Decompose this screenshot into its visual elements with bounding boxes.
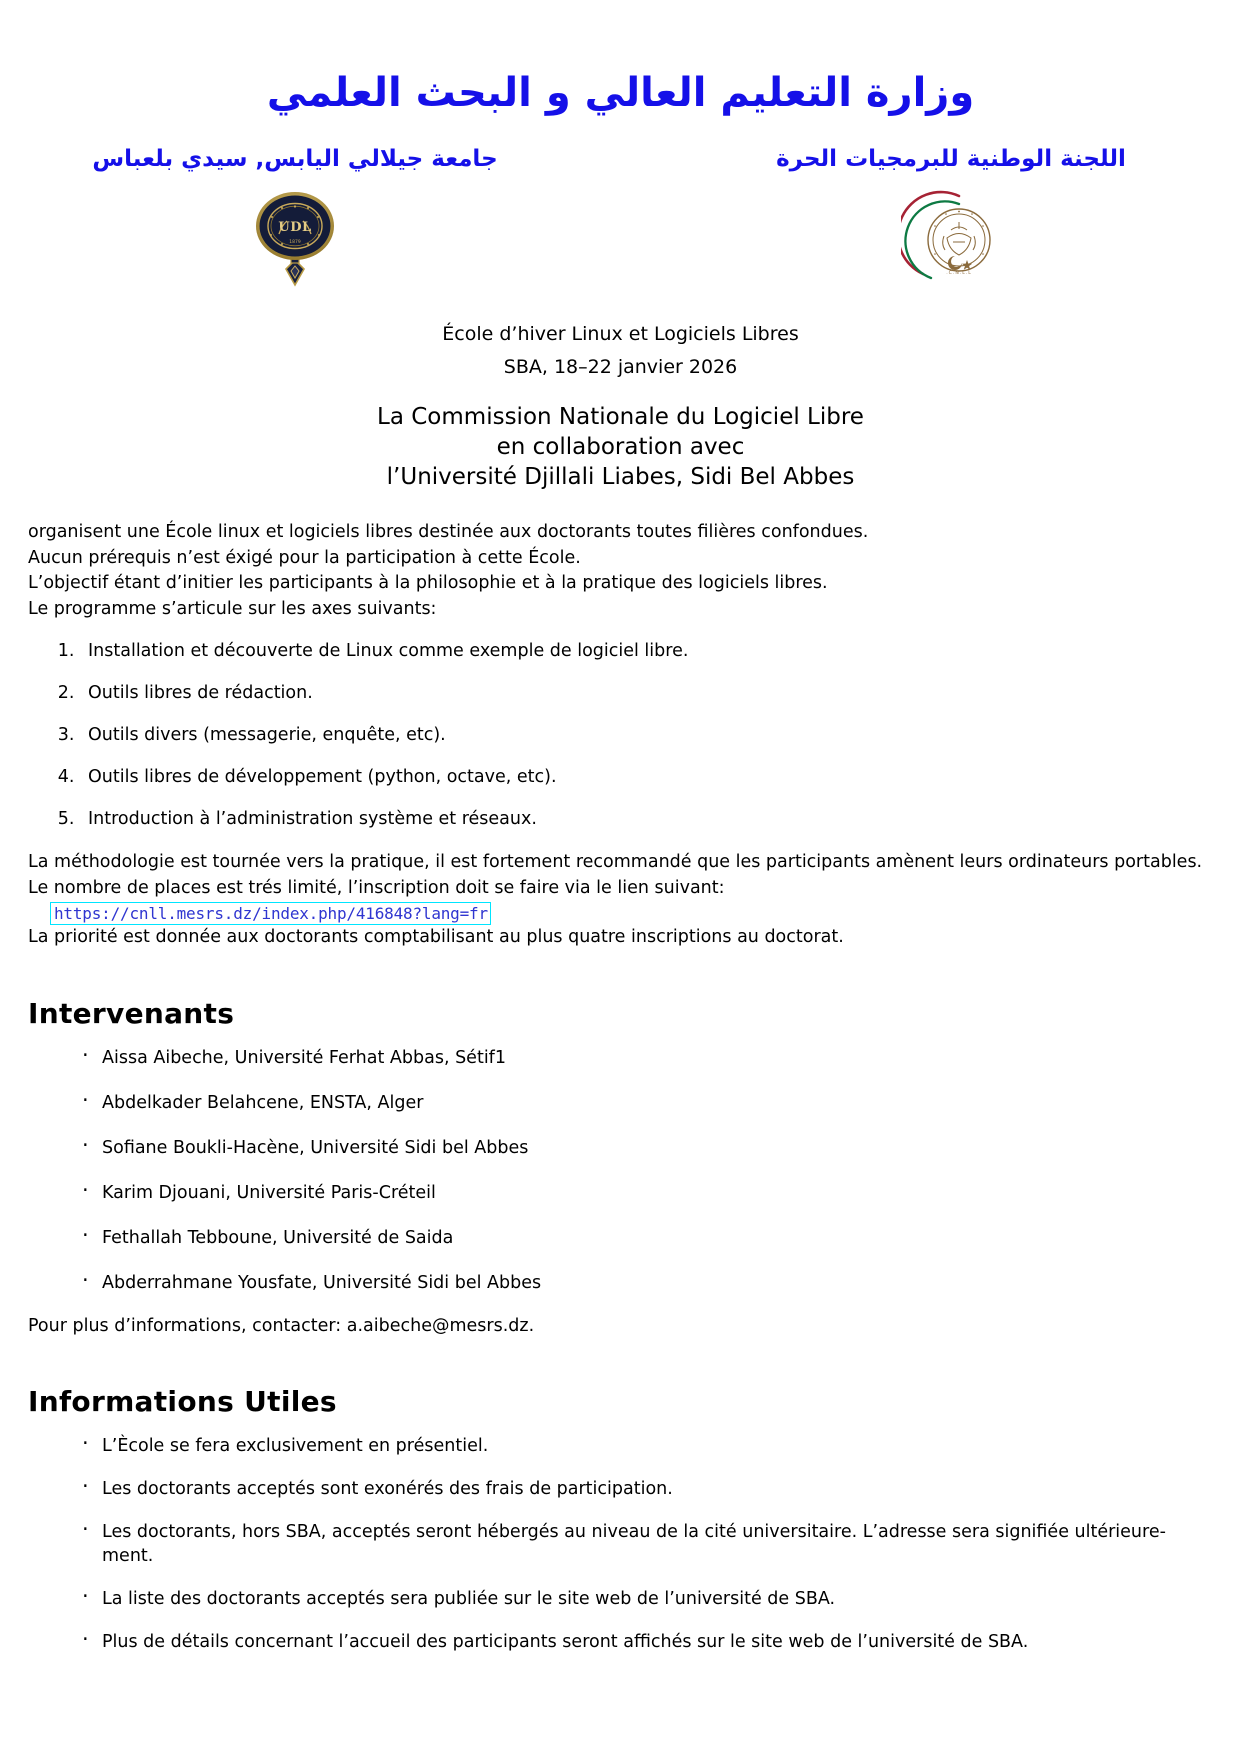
speakers-heading: Intervenants (28, 996, 235, 1030)
university-name-ar: جامعة جيلالي اليابس, سيدي بلعباس (92, 146, 498, 172)
title-block (0, 318, 1241, 492)
useful-info-list (28, 1434, 1216, 1654)
organiser-line-2: en collaboration avec (496, 434, 745, 460)
registration-link-row (28, 902, 1216, 925)
cnll-national-seal-icon (901, 186, 1001, 290)
list-item: · Karim Djouani, Université Paris-Créteil (80, 1181, 1216, 1205)
useful-info-heading: Informations Utiles (28, 1384, 337, 1418)
organiser-line-3: l’Université Djillali Liabes, Sidi Bel Abbes (386, 464, 855, 490)
list-item: 1. Installation et découverte de Linux comme exemple de logiciel libre. (80, 640, 1216, 663)
list-item: · Aissa Aibeche, Université Ferhat Abbas, Sétif1 (80, 1046, 1216, 1070)
list-item: · Abdelkader Belahcene, ENSTA, Alger (80, 1091, 1216, 1115)
udl-university-seal-icon (249, 186, 341, 298)
event-title: École d’hiver Linux et Logiciels Libres (442, 323, 799, 345)
methodology-paragraph: La méthodologie est tournée vers la pratique, il est fortement recommandé que les participants amènent leurs ordinateurs portables. (28, 852, 1203, 872)
commission-column (736, 146, 1166, 296)
list-item: 3. Outils divers (messagerie, enquête, etc). (80, 724, 1216, 747)
list-item: 5. Introduction à l’administration système et réseaux. (80, 808, 1216, 831)
list-item: 4. Outils libres de développement (python, octave, etc). (80, 766, 1216, 789)
intro-line-3: L’objectif étant d’initier les participants à la philosophie et à la pratique des logiciels libres. (28, 573, 828, 593)
registration-url-link[interactable]: https://cnll.mesrs.dz/index.php/416848?lang=fr (50, 902, 491, 925)
list-item: · Plus de détails concernant l’accueil des participants seront affichés sur le site web de l’université de SBA. (80, 1630, 1216, 1654)
list-item: · Fethallah Tebboune, Université de Saida (80, 1226, 1216, 1250)
registration-paragraph: Le nombre de places est trés limité, l’inscription doit se faire via le lien suivant: (28, 877, 725, 898)
list-item: · Sofiane Boukli-Hacène, Université Sidi bel Abbes (80, 1136, 1216, 1160)
svg-text:UDL: UDL (278, 220, 312, 235)
ministry-heading: وزارة التعليم العالي و البحث العلمي (266, 70, 975, 116)
speakers-list (28, 1046, 1216, 1295)
list-item: · L’Ècole se fera exclusivement en présentiel. (80, 1434, 1216, 1458)
commission-name-ar: اللجنة الوطنية للبرمجيات الحرة (776, 146, 1126, 172)
svg-text:C.N.L.L.: C.N.L.L. (946, 271, 972, 276)
body-content (0, 520, 1241, 1654)
intro-line-2: Aucun prérequis n’est éxigé pour la participation à cette École. (28, 547, 581, 568)
organisations-row (0, 116, 1241, 296)
program-axes-list (28, 640, 1216, 831)
list-item: · Les doctorants, hors SBA, acceptés seront hébergés au niveau de la cité universitaire. L’adresse sera signifiée ultérieure-ment. (80, 1520, 1216, 1568)
list-item: · Abderrahmane Yousfate, Université Sidi bel Abbes (80, 1271, 1216, 1295)
list-item: · Les doctorants acceptés sont exonérés des frais de participation. (80, 1477, 1216, 1501)
svg-text:1879: 1879 (289, 240, 301, 245)
intro-line-4: Le programme s’articule sur les axes suivants: (28, 598, 437, 619)
contact-line: Pour plus d’informations, contacter: a.aibeche@mesrs.dz. (28, 1315, 535, 1336)
organiser-line-1: La Commission Nationale du Logiciel Libre (377, 404, 864, 430)
event-dates: SBA, 18–22 janvier 2026 (503, 356, 738, 378)
commission-logo-wrap (736, 186, 1166, 296)
intro-line-1: organisent une École linux et logiciels libres destinée aux doctorants toutes filières confondues. (28, 522, 869, 542)
university-column (80, 146, 510, 296)
university-logo-wrap (80, 186, 510, 296)
priority-paragraph: La priorité est donnée aux doctorants comptabilisant au plus quatre inscriptions au doctorat. (28, 927, 844, 947)
list-item: · La liste des doctorants acceptés sera publiée sur le site web de l’université de SBA. (80, 1587, 1216, 1611)
list-item: 2. Outils libres de rédaction. (80, 682, 1216, 705)
